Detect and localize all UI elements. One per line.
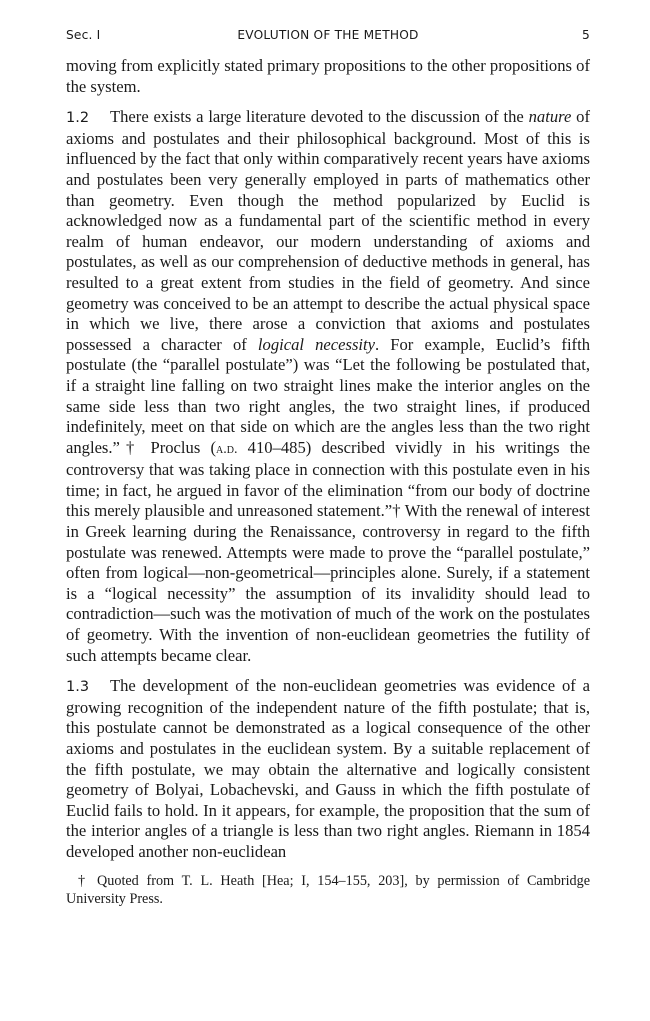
era-abbreviation: a.d. [216,441,238,457]
section-number: 1.3 [66,679,90,696]
page-number: 5 [582,28,590,42]
book-page [66,28,590,908]
continuation-paragraph: moving from explicitly stated primary propositions to the other propositions of the system. [66,56,590,96]
text-segment: The development of the non-euclidean geometries was evidence of a growing recognition of the independent nature of the fifth postulate; that is, this postulate cannot be demonstrated as a logical consequence of the other axioms and postulates in the euclidean system. By a suitable replacement of the fifth postulate, we may obtain the alternative and logically consistent geometry of Bolyai, Lobachevski, and Gauss in which the fifth postulate of Euclid fails to hold. In it appears, for example, the proposition that the sum of the interior angles of a triangle is less than two right angles. Riemann in 1854 developed another non-euclidean [66,676,590,861]
body-text [66,56,590,863]
chapter-title: EVOLUTION OF THE METHOD [237,28,419,42]
section-1-3-paragraph [66,676,590,862]
text-segment: There exists a large literature devoted to the discussion of the [110,107,529,127]
section-1-2-paragraph [66,107,590,666]
text-segment: of axioms and postulates and their philosophical background. Most of this is influenced by the fact that only within comparatively recent years have axioms and postulates been very generally employed in parts of mathematics other than geometry. Even though the method popularized by Euclid is acknowledged now as a fundamental part of the scientific method in every realm of human endeavor, our modern understanding of axioms and postulates, as well as our comprehension of deductive methods in general, has resulted to a great extent from studies in the field of geometry. And since geometry was conceived to be an attempt to describe the actual physical space in which we live, there arose a conviction that axioms and postulates possessed a character of [66,107,590,354]
text-segment: 410–485) described vividly in his writings the controversy that was taking place in connection with this postulate even in his time; in fact, he argued in favor of the elimination “from our body of doctrine this merely plausible and unreasoned statement.”† With the renewal of interest in Greek learning during the Renaissance, controversy in regard to the fifth postulate was renewed. Attempts were made to prove the “parallel postulate,” often from logical—non-geometrical—principles alone. Surely, if a statement is a “logical necessity” the assumption of its invalidity should lead to contradiction—such was the motivation of much of the work on the postulates of geometry. With the invention of non-euclidean geometries the futility of such attempts became clear. [66,437,590,665]
section-label: Sec. I [66,28,101,42]
italic-term-logical-necessity: logical necessity [257,334,376,354]
section-number: 1.2 [66,110,90,127]
footnote: † Quoted from T. L. Heath [Hea; I, 154–155, 203], by permission of Cambridge University Press. [66,872,590,907]
text-segment: . For example, Euclid’s fifth postulate (the “parallel postulate”) was “Let the following be postulated that, if a straight line falling on two straight lines make the interior angles on the same side less than two right angles, the two straight lines, if produced indefinitely, meet on that side on which are the angles less than the two right angles.”† Proclus ( [66,334,590,457]
running-head [66,28,590,48]
italic-term-nature: nature [528,107,572,127]
